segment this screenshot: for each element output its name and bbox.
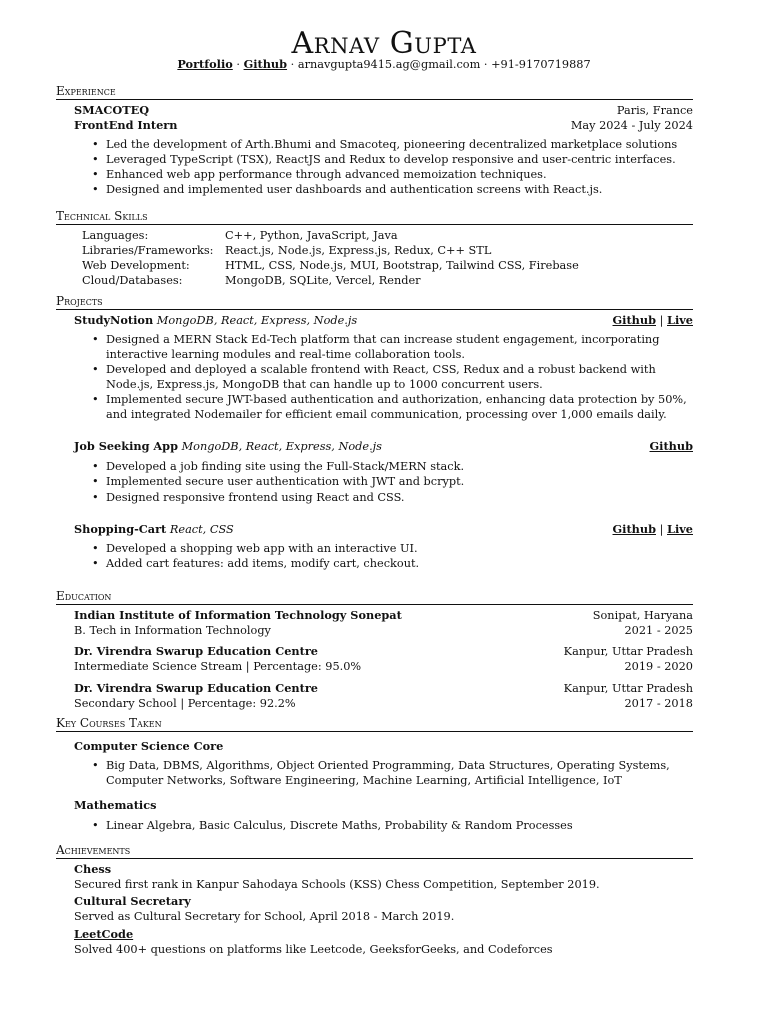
separator: · <box>236 58 240 71</box>
skill-value: React.js, Node.js, Express.js, Redux, C++ STL <box>225 244 492 257</box>
project-live-link[interactable]: Live <box>667 313 693 327</box>
project-header-job-seeking <box>74 439 693 454</box>
course-group-title: Computer Science Core <box>74 739 224 753</box>
skill-value: MongoDB, SQLite, Vercel, Render <box>225 274 421 287</box>
education-row <box>74 644 693 659</box>
skill-label: Web Development: <box>82 259 190 272</box>
course-group-title: Mathematics <box>74 798 157 812</box>
achievement-text: Solved 400+ questions on platforms like Leetcode, GeeksforGeeks, and Codeforces <box>74 943 553 956</box>
bullet-icon: • <box>92 138 99 151</box>
project-tech: MongoDB, React, Express, Node.js <box>181 440 382 453</box>
school-name: Dr. Virendra Swarup Education Centre <box>74 644 318 658</box>
project-github-link[interactable]: Github <box>612 313 656 327</box>
portfolio-link[interactable]: Portfolio <box>177 57 233 71</box>
education-row <box>74 623 693 638</box>
link-separator: | <box>659 314 664 327</box>
resume-page: Arnav Gupta Portfolio · Github · arnavgupta9415.ag@gmail.com · +91-9170719887 Experience SMACOTEQ Paris, France FrontEnd Intern May 2024 - July 2024 • Led the development of Arth.Bhumi and Smacoteq, pioneering decentralized marketplace solutions • Leveraged TypeScript (TSX), ReactJS and Redux to develop responsive and user-centric interfaces. • Enhanced web app performance through advanced memoization techniques. • Designed and implemented user dashboards and authentication screens with React.js. Technical Skills Languages: C++, Python, JavaScript, Java Libraries/Frameworks: React.js, Node.js, Express.js, Redux, C++ STL Web Development: HTML, CSS, Node.js, MUI, Bootstrap, Tailwind CSS, Firebase Cloud/Databases: MongoDB, SQLite, Vercel, Render Projects StudyNotion MongoDB, React, Express, Node.js Github | Live • Designed a MERN Stack Ed-Tech platform that can increase student engagement, incorporating interactive learning modules and real-time collaboration tools. • Developed and deployed a scalable frontend with React, CSS, Redux and a robust backend with Node.js, Express.js, MongoDB that can handle up to 1000 concurrent users. • Implemented secure JWT-based authentication and authorization, enhancing data protection by 50%, and integrated Nodemailer for efficient email communication, processing over 1,000 emails daily. Job Seeking App MongoDB, React, Express, Node.js Github • Developed a job finding site using the Full-Stack/MERN stack. • Implemented secure user authentication with JWT and bcrypt. • Designed responsive frontend using React and CSS. Shopping-Cart React, CSS Github | Live • Developed a shopping web app with an interactive UI. • Added cart features: add items, modify cart, checkout. Education Indian Institute of Information Technology Sonepat Sonipat, Haryana B. Tech in Information Technology 2021 - 2025 Dr. Virendra Swarup Education Centre Kanpur, Uttar Pradesh Intermediate Science Stream | Percentage: 95.0% 2019 - 2020 Dr. Virendra Swarup Education Centre Kanpur, Uttar Pradesh Secondary School | Percentage: 92.2% 2017 - 2018 Key Courses Taken Computer Science Core • Big Data, DBMS, Algorithms, Object Oriented Programming, Data Structures, Operating Systems, Computer Networks, Software Engineering, Machine Learning, Artificial Intelligence, IoT Mathematics • Linear Algebra, Basic Calculus, Discrete Maths, Probability & Random Processes Achievements Chess Secured first rank in Kanpur Sahodaya Schools (KSS) Chess Competition, September 2019. Cultural Secretary Served as Cultural Secretary for School, April 2018 - March 2019. LeetCode Solved 400+ questions on platforms like Leetcode, GeeksforGeeks, and Codeforces <box>0 0 768 1024</box>
education-dates: 2021 - 2025 <box>624 624 693 637</box>
degree-text: B. Tech in Information Technology <box>74 624 271 637</box>
school-location: Kanpur, Uttar Pradesh <box>563 682 693 695</box>
school-name: Indian Institute of Information Technology Sonepat <box>74 608 402 622</box>
education-dates: 2019 - 2020 <box>624 660 693 673</box>
bullet-icon: • <box>92 153 99 166</box>
achievement-text: Served as Cultural Secretary for School, April 2018 - March 2019. <box>74 910 455 923</box>
bullet-icon: • <box>92 542 99 555</box>
achievement-title <box>74 927 693 942</box>
bullet-icon: • <box>92 168 99 181</box>
project-tech: MongoDB, React, Express, Node.js <box>156 314 358 327</box>
education-row <box>74 681 693 696</box>
section-heading-courses: Key Courses Taken <box>56 716 693 732</box>
project-github-link[interactable]: Github <box>649 439 693 453</box>
bullet-icon: • <box>92 557 99 570</box>
skill-value: C++, Python, JavaScript, Java <box>225 229 398 242</box>
bullet-icon: • <box>92 759 99 772</box>
school-name: Dr. Virendra Swarup Education Centre <box>74 681 318 695</box>
education-row <box>74 608 693 623</box>
school-location: Kanpur, Uttar Pradesh <box>563 645 693 658</box>
skill-value: HTML, CSS, Node.js, MUI, Bootstrap, Tailwind CSS, Firebase <box>225 259 579 272</box>
bullet-icon: • <box>92 393 99 406</box>
bullet-icon: • <box>92 333 99 346</box>
bullet-icon: • <box>92 819 99 832</box>
company-name: SMACOTEQ <box>74 103 150 117</box>
phone-text: +91-9170719887 <box>491 58 591 71</box>
separator: · <box>290 58 295 71</box>
skill-label: Libraries/Frameworks: <box>82 244 214 257</box>
achievement-title: Chess <box>74 862 112 876</box>
github-link[interactable]: Github <box>243 57 288 71</box>
education-row <box>74 659 693 674</box>
company-location: Paris, France <box>616 104 693 117</box>
section-heading-education: Education <box>56 589 693 605</box>
school-location: Sonipat, Haryana <box>592 609 693 622</box>
bullet-icon: • <box>92 460 99 473</box>
experience-row-2 <box>74 118 693 133</box>
project-live-link[interactable]: Live <box>667 522 693 536</box>
achievement-title: Cultural Secretary <box>74 894 191 908</box>
job-role: FrontEnd Intern <box>74 118 178 132</box>
bullet-icon: • <box>92 363 99 376</box>
email-text: arnavgupta9415.ag@gmail.com <box>297 58 481 71</box>
separator: · <box>483 58 488 71</box>
project-name: StudyNotion <box>74 313 154 327</box>
link-separator: | <box>659 523 664 536</box>
education-row <box>74 696 693 711</box>
bullet-icon: • <box>92 491 99 504</box>
project-name: Job Seeking App <box>74 439 178 453</box>
contact-line <box>0 57 768 72</box>
project-header-shopping-cart <box>74 522 693 537</box>
section-heading-experience: Experience <box>56 84 693 100</box>
degree-text: Intermediate Science Stream | Percentage: 95.0% <box>74 660 362 673</box>
achievement-text: Secured first rank in Kanpur Sahodaya Schools (KSS) Chess Competition, September 2019. <box>74 878 600 891</box>
section-heading-achievements: Achievements <box>56 843 693 859</box>
bullet-icon: • <box>92 475 99 488</box>
section-heading-projects: Projects <box>56 294 693 310</box>
skill-label: Cloud/Databases: <box>82 274 183 287</box>
degree-text: Secondary School | Percentage: 92.2% <box>74 697 296 710</box>
project-github-link[interactable]: Github <box>612 522 656 536</box>
leetcode-link[interactable]: LeetCode <box>74 927 134 941</box>
education-dates: 2017 - 2018 <box>624 697 693 710</box>
bullet-icon: • <box>92 183 99 196</box>
project-tech: React, CSS <box>169 523 234 536</box>
experience-row-1 <box>74 103 693 118</box>
job-dates: May 2024 - July 2024 <box>570 119 693 132</box>
skill-label: Languages: <box>82 229 149 242</box>
project-name: Shopping-Cart <box>74 522 167 536</box>
section-heading-skills: Technical Skills <box>56 209 693 225</box>
candidate-name: Arnav Gupta <box>291 26 477 61</box>
project-header-studynotion <box>74 313 693 328</box>
